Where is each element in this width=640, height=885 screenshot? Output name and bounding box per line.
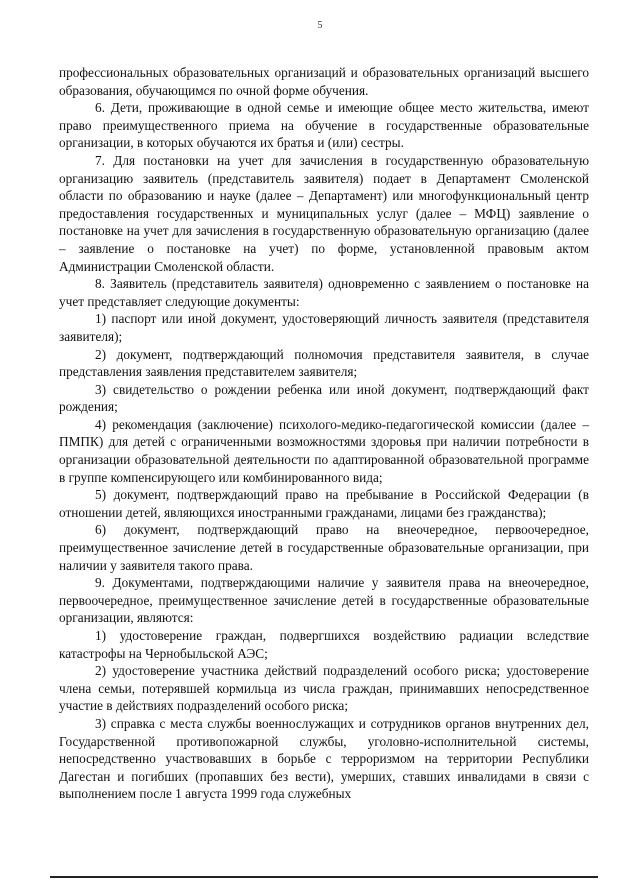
bottom-divider (50, 876, 598, 878)
list-item: 2) удостоверение участника действий подразделений особого риска; удостоверение члена семьи, потерявшей кормильца из числа граждан, принимавших непосредственное участие в действиях подразделений особого риска; (59, 663, 589, 714)
list-item: 2) документ, подтверждающий полномочия представителя заявителя, в случае представления заявления представителем заявителя; (59, 346, 589, 380)
document-body (59, 64, 589, 803)
list-item: 5) документ, подтверждающий право на пребывание в Российской Федерации (в отношении детей, являющихся иностранными гражданами, лицами без гражданства); (59, 487, 589, 520)
list-item: 4) рекомендация (заключение) психолого-медико-педагогической комиссии (далее – ПМПК) для детей с ограниченными возможностями здоровья при наличии потребности в организации образовательной деятельности по адаптированной образовательной программе в группе компенсирующего или комбинированного вида; (59, 416, 589, 485)
page-number: 5 (317, 20, 323, 31)
list-item: 3) свидетельство о рождении ребенка или иной документ, подтверждающий факт рождения; (59, 381, 589, 415)
paragraph: 6. Дети, проживающие в одной семье и имеющие общее место жительства, имеют право преимущественного приема на обучение в государственные образовательные организации, в которых обучаются их братья и (или) сестры. (59, 100, 589, 151)
list-item: 3) справка с места службы военнослужащих и сотрудников органов внутренних дел, Государственной противопожарной службы, уголовно-исполнительной системы, непосредственно участвовавших в борьбе с терроризмом на территории Республики Дагестан и погибших (пропавших без вести), умерших, ставших инвалидами в связи с выполнением после 1 августа 1999 года служебных (59, 715, 589, 802)
paragraph: 8. Заявитель (представитель заявителя) одновременно с заявлением о постановке на учет представляет следующие документы: (59, 276, 589, 309)
list-item: 1) паспорт или иной документ, удостоверяющий личность заявителя (представителя заявителя); (59, 311, 589, 344)
list-item: 1) удостоверение граждан, подвергшихся воздействию радиации вследствие катастрофы на Чернобыльской АЭС; (59, 628, 589, 661)
paragraph: 9. Документами, подтверждающими наличие у заявителя права на внеочередное, первоочередное, преимущественное зачисление детей в государственные образовательные организации, являются: (59, 575, 589, 626)
paragraph: профессиональных образовательных организаций и образовательных организаций высшего образования, обучающимся по очной форме обучения. (59, 65, 589, 98)
paragraph: 7. Для постановки на учет для зачисления в государственную образовательную организацию заявитель (представитель заявителя) подает в Департамент Смоленской области по образованию и науке (далее – Департамент) или многофункциональный центр предоставления государственных и муниципальных услуг (далее – МФЦ) заявление о постановке на учет для зачисления в государственную образовательную организацию (далее – заявление о постановке на учет) по форме, установленной правовым актом Администрации Смоленской области. (59, 152, 589, 274)
list-item: 6) документ, подтверждающий право на внеочередное, первоочередное, преимущественное зачисление детей в государственные образовательные организации, при наличии у заявителя такого права. (59, 522, 589, 573)
